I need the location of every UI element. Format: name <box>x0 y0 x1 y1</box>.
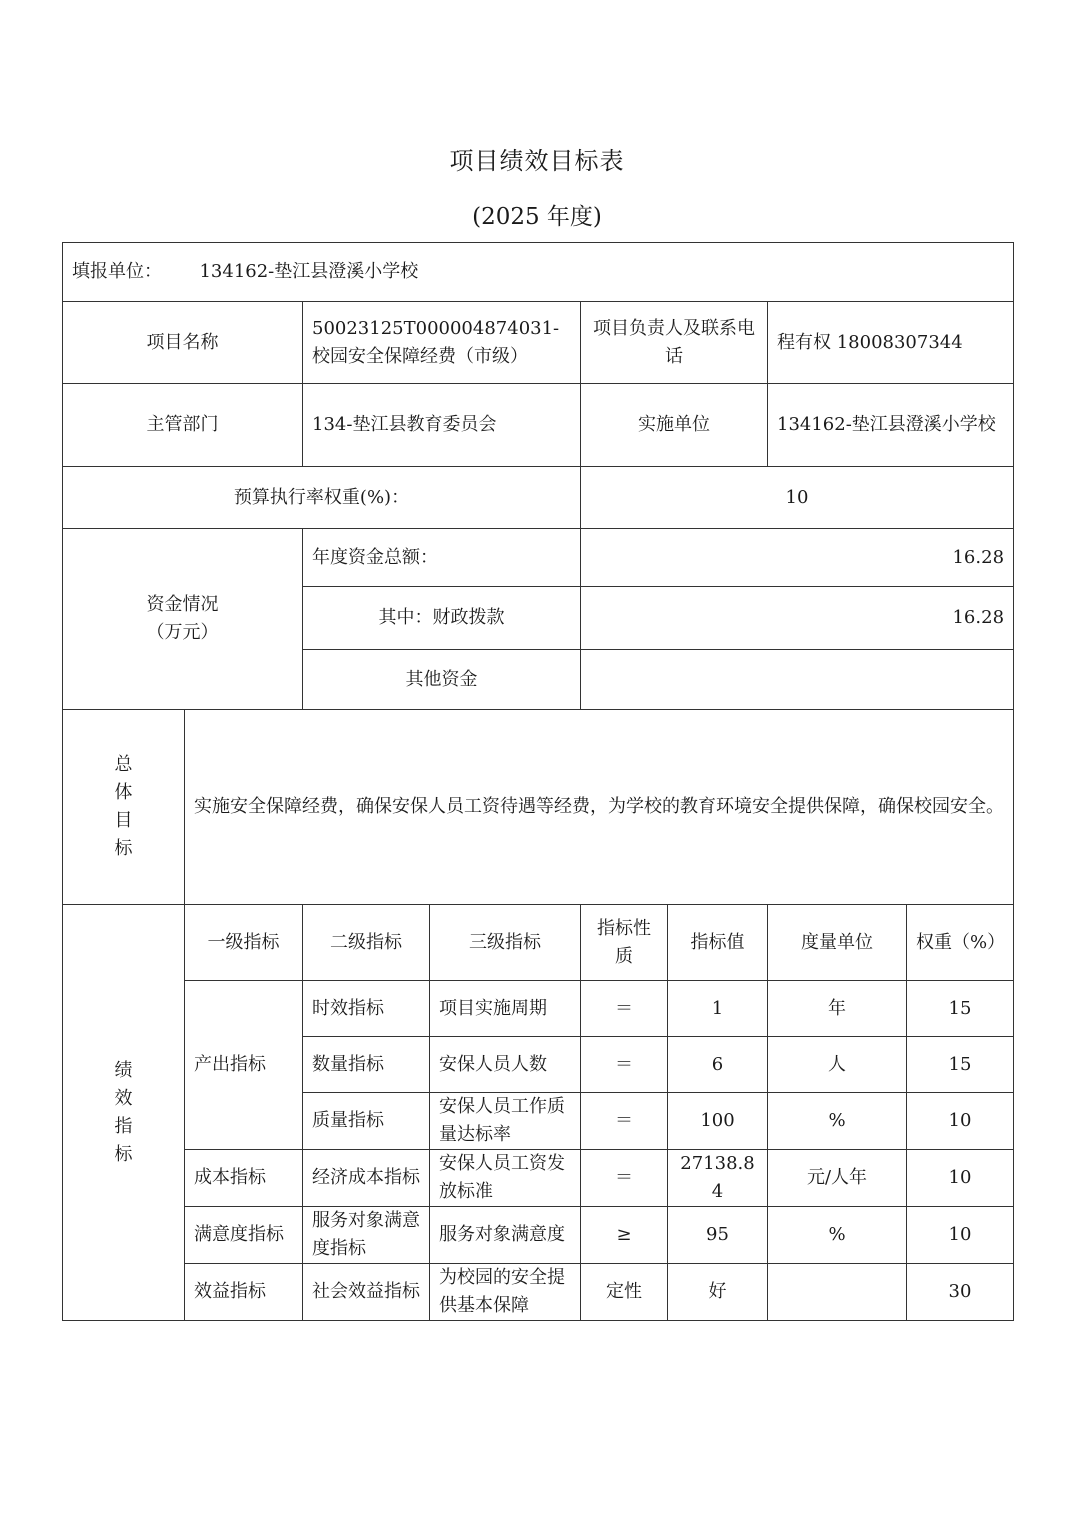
goal-label-char: 目 <box>114 810 133 831</box>
row-value: 好 <box>668 1264 768 1321</box>
row-weight: 30 <box>907 1264 1014 1321</box>
row-level3: 安保人员人数 <box>430 1037 581 1093</box>
page-subtitle: (2025 年度) <box>472 204 602 230</box>
funds-total-row <box>63 529 1014 587</box>
row-weight: 10 <box>907 1093 1014 1150</box>
performance-target-table <box>62 242 1014 1321</box>
row-level3: 项目实施周期 <box>430 981 581 1037</box>
indicators-label-char: 效 <box>114 1087 133 1109</box>
row-nature: 定性 <box>581 1264 668 1321</box>
project-name-value: 50023125T000004874031-校园安全保障经费（市级） <box>303 302 581 384</box>
row-level2: 服务对象满意度指标 <box>303 1207 430 1264</box>
goal-label-char: 体 <box>114 782 133 803</box>
row-value: 1 <box>668 981 768 1037</box>
row-level1: 效益指标 <box>185 1264 303 1321</box>
funds-label-line2: （万元） <box>146 622 219 643</box>
row-nature: ＝ <box>581 1093 668 1150</box>
funds-fiscal-value: 16.28 <box>581 587 1014 650</box>
row-level2: 质量指标 <box>303 1093 430 1150</box>
row-unit: 元/人年 <box>768 1150 907 1207</box>
funds-other-value <box>581 650 1014 710</box>
row-nature: ＝ <box>581 981 668 1037</box>
header-unit: 度量单位 <box>768 905 907 981</box>
row-level1: 满意度指标 <box>185 1207 303 1264</box>
header-level3: 三级指标 <box>430 905 581 981</box>
dept-row <box>63 384 1014 467</box>
budget-rate-label: 预算执行率权重(%)： <box>63 467 581 529</box>
funds-fiscal-label: 其中：财政拨款 <box>303 587 581 650</box>
table-row <box>63 1150 1014 1207</box>
project-name-label: 项目名称 <box>63 302 303 384</box>
row-unit: 年 <box>768 981 907 1037</box>
row-unit <box>768 1264 907 1321</box>
row-level3: 服务对象满意度 <box>430 1207 581 1264</box>
table-row <box>63 1264 1014 1321</box>
filling-unit-value: 134162-垫江县澄溪小学校 <box>199 261 419 282</box>
budget-rate-value: 10 <box>581 467 1014 529</box>
filling-unit-cell <box>63 243 1014 302</box>
row-value: 6 <box>668 1037 768 1093</box>
row-level3: 安保人员工作质量达标率 <box>430 1093 581 1150</box>
row-level2: 时效指标 <box>303 981 430 1037</box>
indicators-label-char: 指 <box>114 1115 133 1137</box>
row-value: 100 <box>668 1093 768 1150</box>
funds-total-label: 年度资金总额： <box>303 529 581 587</box>
project-name-row <box>63 302 1014 384</box>
row-nature: ≥ <box>581 1207 668 1264</box>
row-level2: 数量指标 <box>303 1037 430 1093</box>
header-level1: 一级指标 <box>185 905 303 981</box>
row-unit: % <box>768 1093 907 1150</box>
row-weight: 15 <box>907 981 1014 1037</box>
filling-unit-row <box>63 243 1014 302</box>
page-title: 项目绩效目标表 <box>449 147 625 175</box>
impl-unit-value: 134162-垫江县澄溪小学校 <box>768 384 1014 467</box>
indicators-label <box>63 905 185 1321</box>
header-nature: 指标性质 <box>581 905 668 981</box>
goal-label-char: 总 <box>114 754 133 775</box>
impl-unit-label: 实施单位 <box>581 384 768 467</box>
funds-total-value: 16.28 <box>581 529 1014 587</box>
table-row <box>63 1207 1014 1264</box>
funds-other-label: 其他资金 <box>303 650 581 710</box>
indicators-header-row <box>63 905 1014 981</box>
row-nature: ＝ <box>581 1037 668 1093</box>
filling-unit-label: 填报单位： <box>72 261 162 282</box>
goal-label-char: 标 <box>114 838 133 859</box>
row-weight: 15 <box>907 1037 1014 1093</box>
funds-label <box>63 529 303 710</box>
row-level1: 成本指标 <box>185 1150 303 1207</box>
row-level3: 安保人员工资发放标准 <box>430 1150 581 1207</box>
project-manager-value: 程有权 18008307344 <box>768 302 1014 384</box>
goal-row <box>63 710 1014 905</box>
row-unit: % <box>768 1207 907 1264</box>
goal-text: 实施安全保障经费，确保安保人员工资待遇等经费，为学校的教育环境安全提供保障，确保校园安全。 <box>185 710 1014 905</box>
indicators-label-char: 绩 <box>114 1059 133 1081</box>
header-level2: 二级指标 <box>303 905 430 981</box>
indicators-label-char: 标 <box>114 1143 133 1165</box>
row-value: 95 <box>668 1207 768 1264</box>
header-value: 指标值 <box>668 905 768 981</box>
dept-value: 134-垫江县教育委员会 <box>303 384 581 467</box>
row-value: 27138.84 <box>668 1150 768 1207</box>
goal-label <box>63 710 185 905</box>
funds-label-line1: 资金情况 <box>146 594 219 615</box>
dept-label: 主管部门 <box>63 384 303 467</box>
row-nature: ＝ <box>581 1150 668 1207</box>
row-unit: 人 <box>768 1037 907 1093</box>
row-weight: 10 <box>907 1150 1014 1207</box>
table-row <box>63 981 1014 1037</box>
budget-rate-row <box>63 467 1014 529</box>
header-weight: 权重（%） <box>907 905 1014 981</box>
row-level3: 为校园的安全提供基本保障 <box>430 1264 581 1321</box>
project-manager-label: 项目负责人及联系电话 <box>581 302 768 384</box>
row-level2: 社会效益指标 <box>303 1264 430 1321</box>
row-level2: 经济成本指标 <box>303 1150 430 1207</box>
row-weight: 10 <box>907 1207 1014 1264</box>
output-indicator-label: 产出指标 <box>185 981 303 1150</box>
